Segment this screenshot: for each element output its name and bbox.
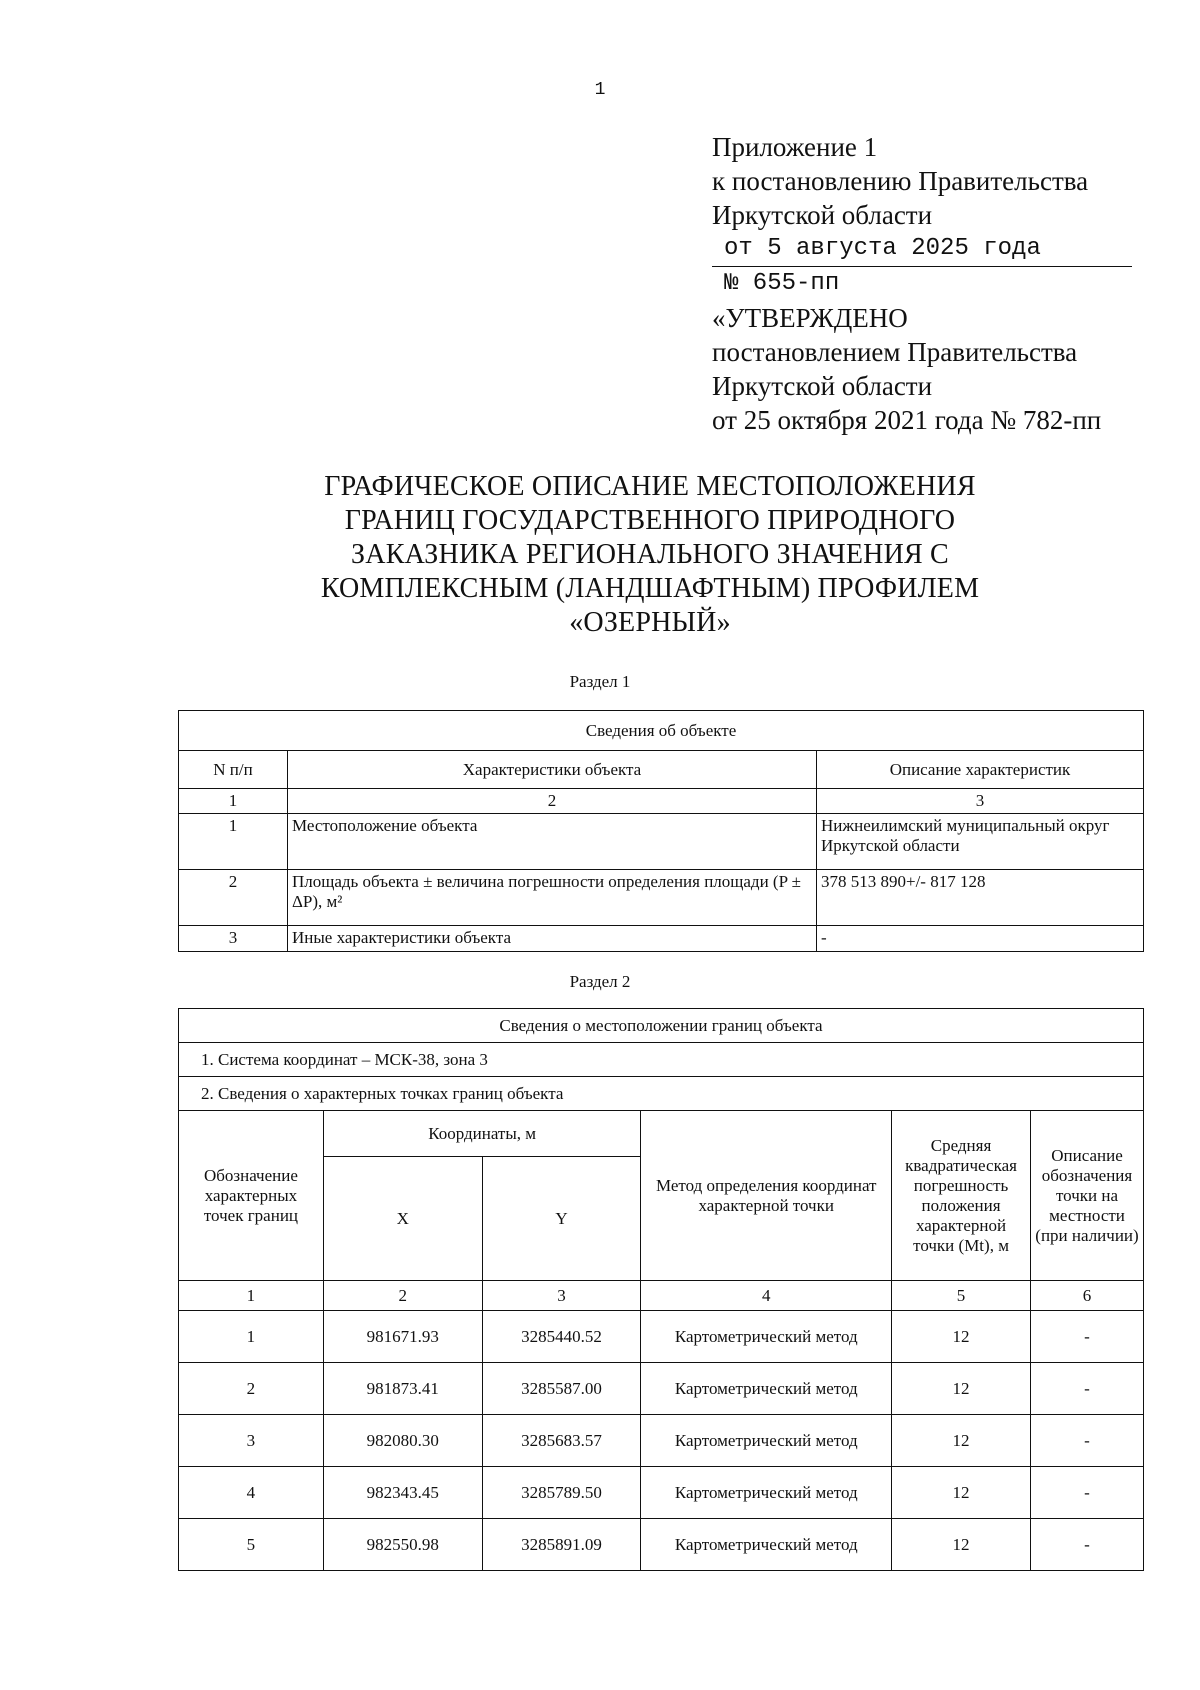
row-number: 3 [179, 926, 288, 952]
row-number: 1 [179, 814, 288, 870]
column-number: 3 [817, 789, 1144, 814]
section1-caption: Сведения об объекте [179, 711, 1144, 751]
table-row [179, 926, 1144, 952]
section1-label: Раздел 1 [569, 672, 631, 691]
row-value: 378 513 890+/- 817 128 [817, 870, 1144, 926]
method: Картометрический метод [641, 1467, 892, 1519]
coordinate-system: 1. Система координат – МСК-38, зона 3 [179, 1043, 1144, 1077]
appendix-line3: Иркутской области [712, 200, 933, 230]
coord-y: 3285440.52 [482, 1311, 641, 1363]
header-method: Метод определения координат характерной точки [641, 1111, 892, 1281]
point-id: 3 [179, 1415, 324, 1467]
row-number: 2 [179, 870, 288, 926]
column-number: 3 [482, 1281, 641, 1311]
row-name: Иные характеристики объекта [288, 926, 817, 952]
method: Картометрический метод [641, 1311, 892, 1363]
appendix-date: от 5 августа 2025 года [712, 232, 1132, 267]
header-x: X [323, 1157, 482, 1281]
error: 12 [892, 1519, 1031, 1571]
table-row [179, 1467, 1144, 1519]
point-id: 1 [179, 1311, 324, 1363]
method: Картометрический метод [641, 1519, 892, 1571]
column-number: 5 [892, 1281, 1031, 1311]
section2-caption: Сведения о местоположении границ объекта [179, 1009, 1144, 1043]
appendix-block [712, 130, 1132, 437]
column-number: 2 [288, 789, 817, 814]
table-row [179, 814, 1144, 870]
section2-label: Раздел 2 [569, 972, 631, 991]
column-number: 1 [179, 789, 288, 814]
header-npp: N п/п [179, 751, 288, 789]
description: - [1031, 1311, 1144, 1363]
title-line: КОМПЛЕКСНЫМ (ЛАНДШАФТНЫМ) ПРОФИЛЕМ [320, 573, 980, 604]
row-value: Нижнеилимский муниципальный округ Иркутской области [817, 814, 1144, 870]
header-point: Обозначение характерных точек границ [179, 1111, 324, 1281]
table-row [179, 1415, 1144, 1467]
table-row [179, 1519, 1144, 1571]
appendix-line1: Приложение 1 [712, 132, 878, 162]
approved-region: Иркутской области [712, 371, 933, 401]
appendix-line2: к постановлению Правительства [712, 166, 1089, 196]
title-line: ГРАФИЧЕСКОЕ ОПИСАНИЕ МЕСТОПОЛОЖЕНИЯ [324, 471, 976, 502]
row-name: Местоположение объекта [288, 814, 817, 870]
table-row [179, 870, 1144, 926]
column-number: 2 [323, 1281, 482, 1311]
point-id: 5 [179, 1519, 324, 1571]
boundary-points-table [178, 1008, 1144, 1571]
error: 12 [892, 1311, 1031, 1363]
document-title [230, 470, 1070, 640]
header-description: Описание характеристик [817, 751, 1144, 789]
column-number: 1 [179, 1281, 324, 1311]
table-row [179, 1311, 1144, 1363]
approved-by: постановлением Правительства [712, 337, 1078, 367]
coord-y: 3285789.50 [482, 1467, 641, 1519]
coord-y: 3285683.57 [482, 1415, 641, 1467]
column-number: 4 [641, 1281, 892, 1311]
coord-y: 3285587.00 [482, 1363, 641, 1415]
coord-x: 981873.41 [323, 1363, 482, 1415]
point-id: 4 [179, 1467, 324, 1519]
column-number: 6 [1031, 1281, 1144, 1311]
page-number: 1 [594, 80, 606, 100]
title-line: ГРАНИЦ ГОСУДАРСТВЕННОГО ПРИРОДНОГО [344, 505, 956, 536]
coord-x: 981671.93 [323, 1311, 482, 1363]
coord-y: 3285891.09 [482, 1519, 641, 1571]
row-name: Площадь объекта ± величина погрешности определения площади (P ± ΔP), м² [288, 870, 817, 926]
description: - [1031, 1363, 1144, 1415]
object-info-table [178, 710, 1144, 952]
method: Картометрический метод [641, 1415, 892, 1467]
row-value: - [817, 926, 1144, 952]
header-error: Средняя квадратическая погрешность положения характерной точки (Mt), м [892, 1111, 1031, 1281]
description: - [1031, 1415, 1144, 1467]
header-coordinates: Координаты, м [323, 1111, 641, 1157]
title-line: ЗАКАЗНИКА РЕГИОНАЛЬНОГО ЗНАЧЕНИЯ С [351, 539, 949, 570]
error: 12 [892, 1467, 1031, 1519]
header-y: Y [482, 1157, 641, 1281]
header-characteristics: Характеристики объекта [288, 751, 817, 789]
coord-x: 982080.30 [323, 1415, 482, 1467]
description: - [1031, 1467, 1144, 1519]
original-resolution: от 25 октября 2021 года № 782-пп [712, 405, 1102, 435]
title-line: «ОЗЕРНЫЙ» [569, 607, 731, 638]
table-row [179, 1363, 1144, 1415]
coord-x: 982343.45 [323, 1467, 482, 1519]
method: Картометрический метод [641, 1363, 892, 1415]
point-id: 2 [179, 1363, 324, 1415]
description: - [1031, 1519, 1144, 1571]
points-caption: 2. Сведения о характерных точках границ объекта [179, 1077, 1144, 1111]
error: 12 [892, 1363, 1031, 1415]
header-description: Описание обозначения точки на местности (при наличии) [1031, 1111, 1144, 1281]
error: 12 [892, 1415, 1031, 1467]
appendix-number: № 655-пп [724, 270, 840, 297]
coord-x: 982550.98 [323, 1519, 482, 1571]
approved-label: «УТВЕРЖДЕНО [712, 303, 908, 333]
